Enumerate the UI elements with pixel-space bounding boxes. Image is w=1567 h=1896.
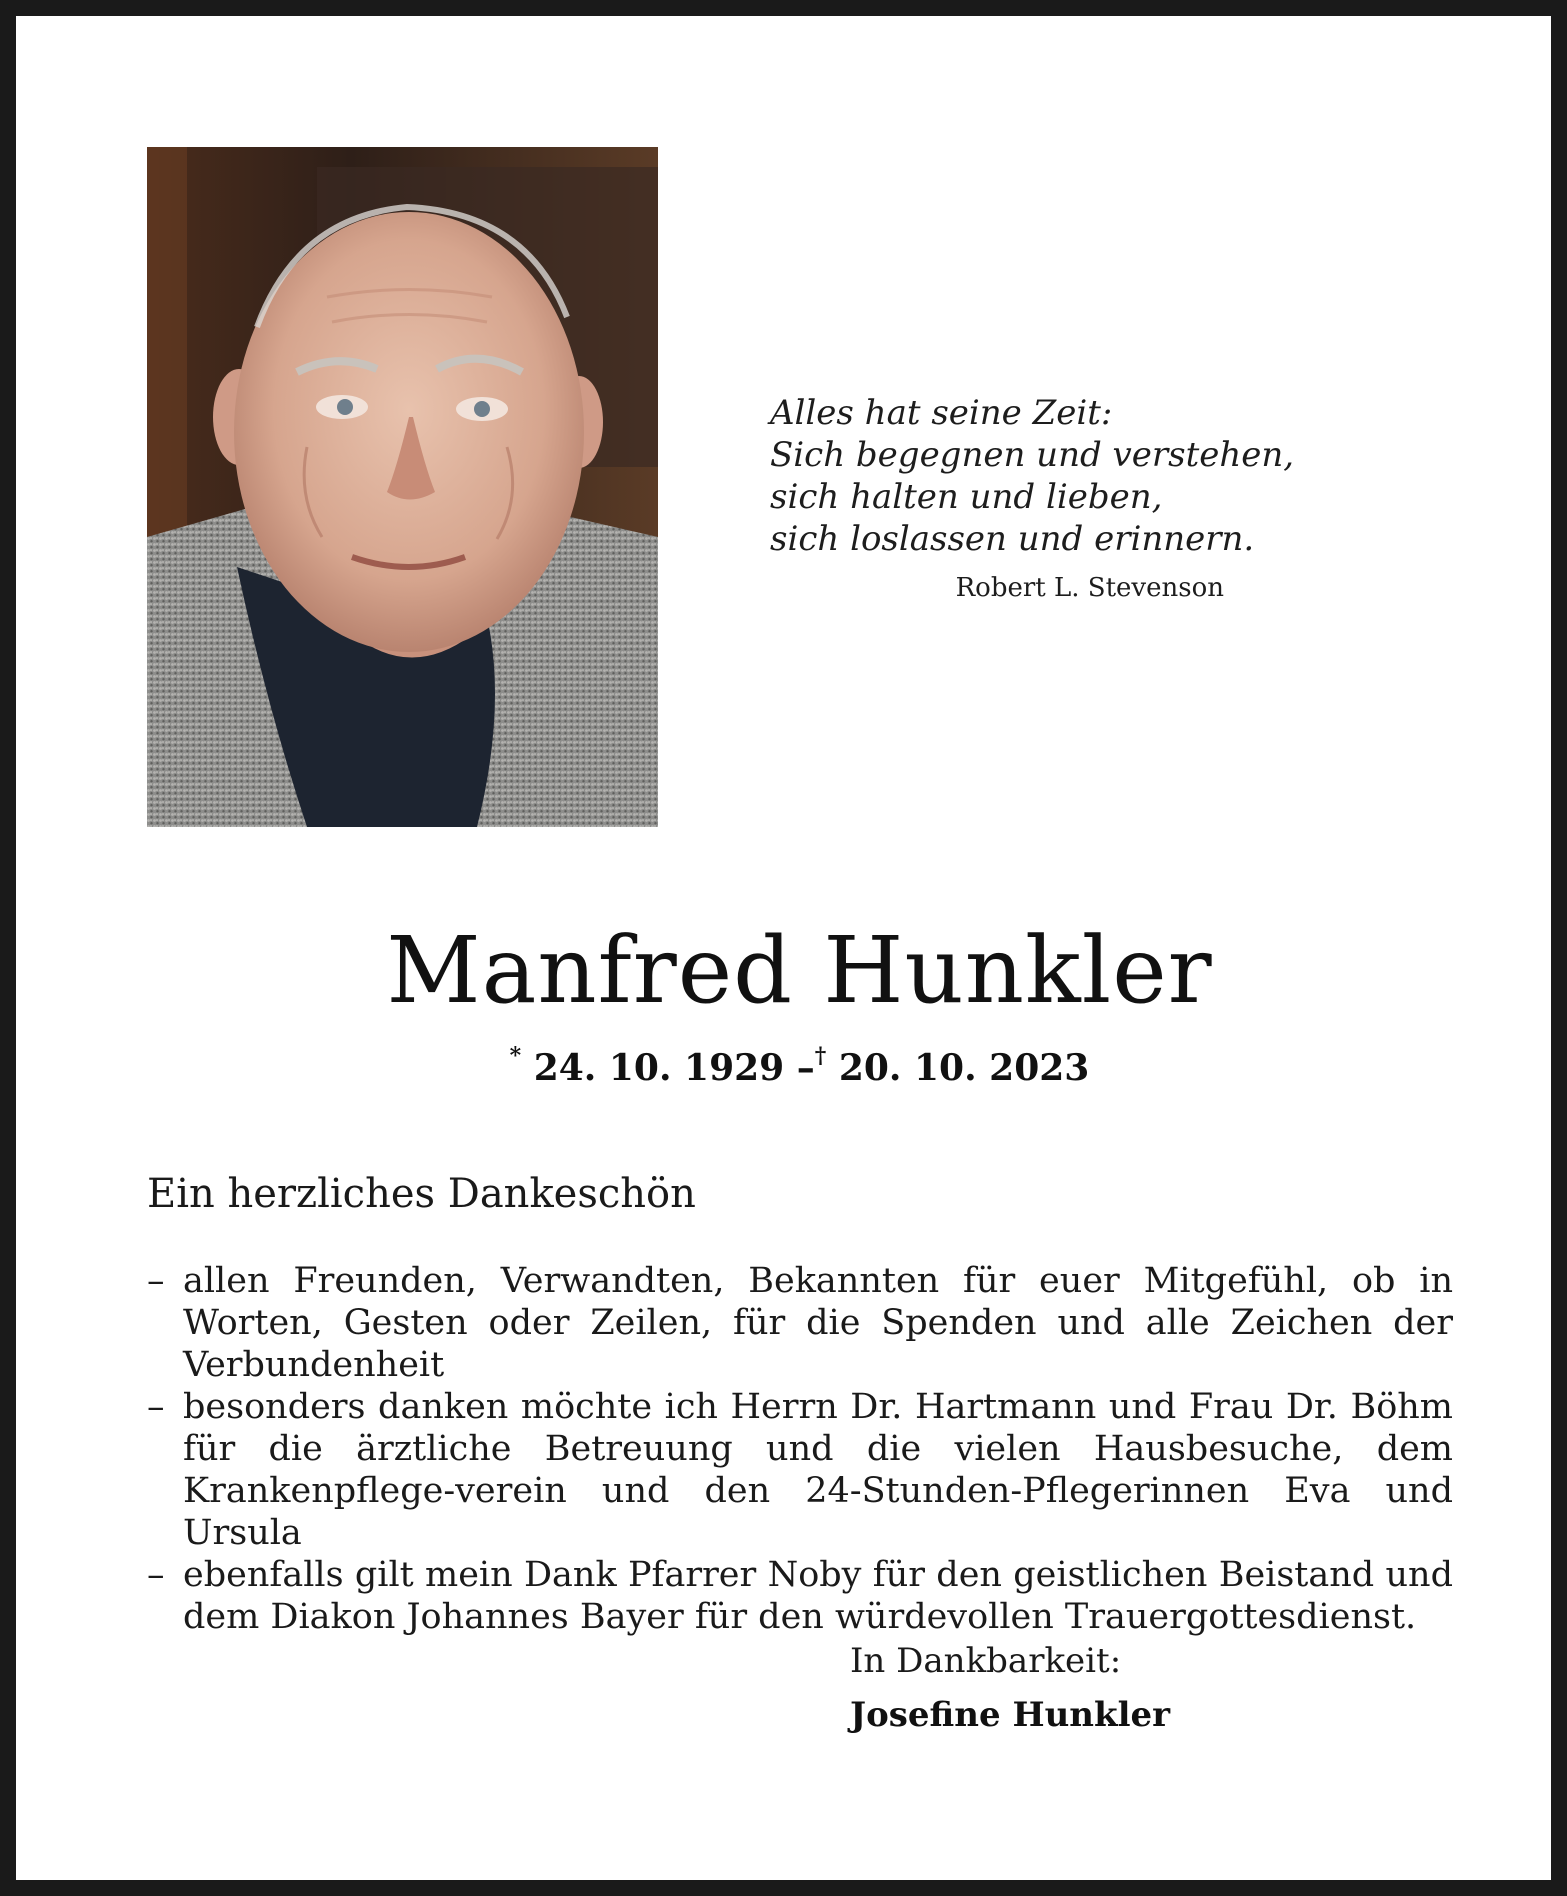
death-date: 20. 10. 2023 — [838, 1047, 1090, 1089]
quote-line: Alles hat seine Zeit: — [770, 393, 1113, 433]
birth-date: 24. 10. 1929 — [533, 1047, 785, 1089]
life-dates — [16, 1036, 1567, 1092]
list-item-text: ebenfalls gilt mein Dank Pfarrer Noby für den geistlichen Beistand und dem Diakon Johannes Bayer für den würdevollen Trauergottesdienst. — [183, 1555, 1453, 1637]
list-item — [147, 1386, 1453, 1554]
portrait-photo — [147, 147, 658, 827]
deceased-name: Manfred Hunkler — [386, 917, 1213, 1024]
list-item — [147, 1554, 1453, 1638]
quote-line: Sich begegnen und verstehen, — [770, 435, 1295, 475]
dash-bullet: – — [147, 1261, 165, 1301]
date-separator: – — [796, 1047, 815, 1089]
closing-text: In Dankbarkeit: — [850, 1641, 1122, 1681]
quote-line: sich halten und lieben, — [770, 477, 1163, 517]
signer-name: Josefine Hunkler — [850, 1695, 1171, 1735]
thanks-heading: Ein herzliches Dankeschön — [147, 1171, 696, 1217]
thanks-list — [147, 1260, 1453, 1638]
birth-symbol: * — [509, 1043, 522, 1069]
list-item-text: besonders danken möchte ich Herrn Dr. Hartmann und Frau Dr. Böhm für die ärztliche Betreuung und die vielen Hausbesuche, dem Krankenpflege-verein und den 24-Stunden-Pflegerinnen Eva und Ursula — [183, 1387, 1453, 1553]
quote-block — [770, 392, 1295, 608]
quote-author: Robert L. Stevenson — [955, 573, 1224, 603]
dash-bullet: – — [147, 1387, 165, 1427]
death-symbol: † — [814, 1043, 827, 1069]
quote-line: sich loslassen und erinnern. — [770, 519, 1255, 559]
portrait-photo-icon — [147, 147, 658, 827]
dash-bullet: – — [147, 1555, 165, 1595]
list-item — [147, 1260, 1453, 1386]
list-item-text: allen Freunden, Verwandten, Bekannten für euer Mitgefühl, ob in Worten, Gesten oder Zeilen, für die Spenden und alle Zeichen der Verbundenheit — [183, 1261, 1453, 1385]
